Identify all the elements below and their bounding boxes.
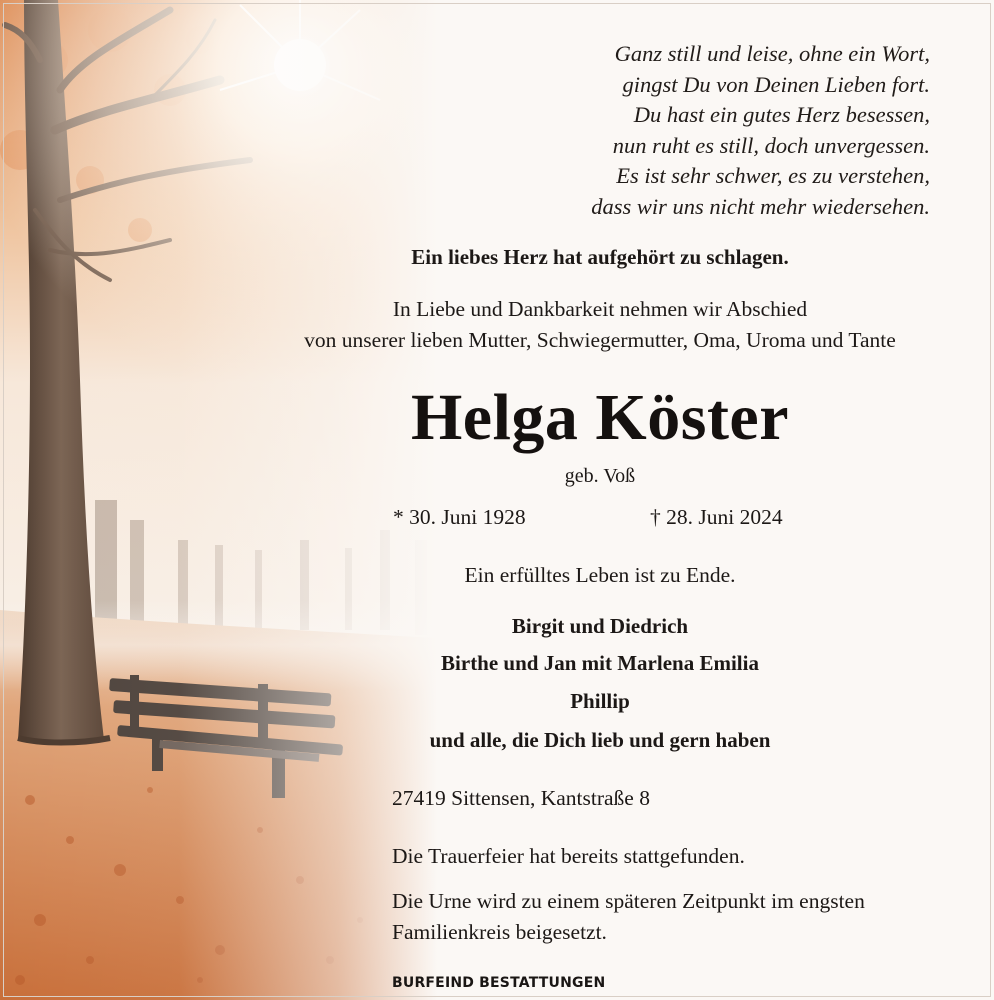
address: 27419 Sittensen, Kantstraße 8	[392, 786, 650, 810]
funeral-home-logo: BURFEIND BESTATTUNGEN	[392, 975, 606, 991]
urn-note-line-2: Familienkreis beigesetzt.	[392, 920, 607, 944]
farewell-line-2: von unserer lieben Mutter, Schwiegermutter, Oma, Uroma und Tante	[304, 328, 896, 352]
maiden-name: geb. Voß	[564, 465, 636, 487]
deceased-name: Helga Köster	[410, 381, 790, 454]
birth-date: * 30. Juni 1928	[393, 505, 526, 529]
poem-line: Du hast ein gutes Herz besessen,	[633, 102, 930, 128]
mourner-line: Birgit und Diedrich	[511, 614, 689, 638]
poem-line: gingst Du von Deinen Lieben fort.	[622, 71, 930, 97]
poem-line: dass wir uns nicht mehr wiedersehen.	[591, 193, 930, 219]
heart-line: Ein liebes Herz hat aufgehört zu schlagen.	[411, 245, 789, 269]
poem-line: Ganz still und leise, ohne ein Wort,	[614, 41, 930, 66]
life-line: Ein erfülltes Leben ist zu Ende.	[464, 563, 736, 587]
farewell-line-1: In Liebe und Dankbarkeit nehmen wir Abschied	[392, 297, 808, 321]
urn-note-line-1: Die Urne wird zu einem späteren Zeitpunkt im engsten	[392, 889, 865, 913]
mourner-line: Birthe und Jan mit Marlena Emilia	[441, 651, 759, 675]
poem-line: Es ist sehr schwer, es zu verstehen,	[616, 163, 930, 189]
mourner-line: Phillip	[570, 689, 630, 713]
poem-line: nun ruht es still, doch unvergessen.	[612, 132, 930, 158]
poem	[591, 39, 930, 223]
mourner-line: und alle, die Dich lieb und gern haben	[429, 728, 771, 752]
funeral-note: Die Trauerfeier hat bereits stattgefunden.	[392, 844, 745, 868]
death-date: † 28. Juni 2024	[650, 505, 783, 529]
